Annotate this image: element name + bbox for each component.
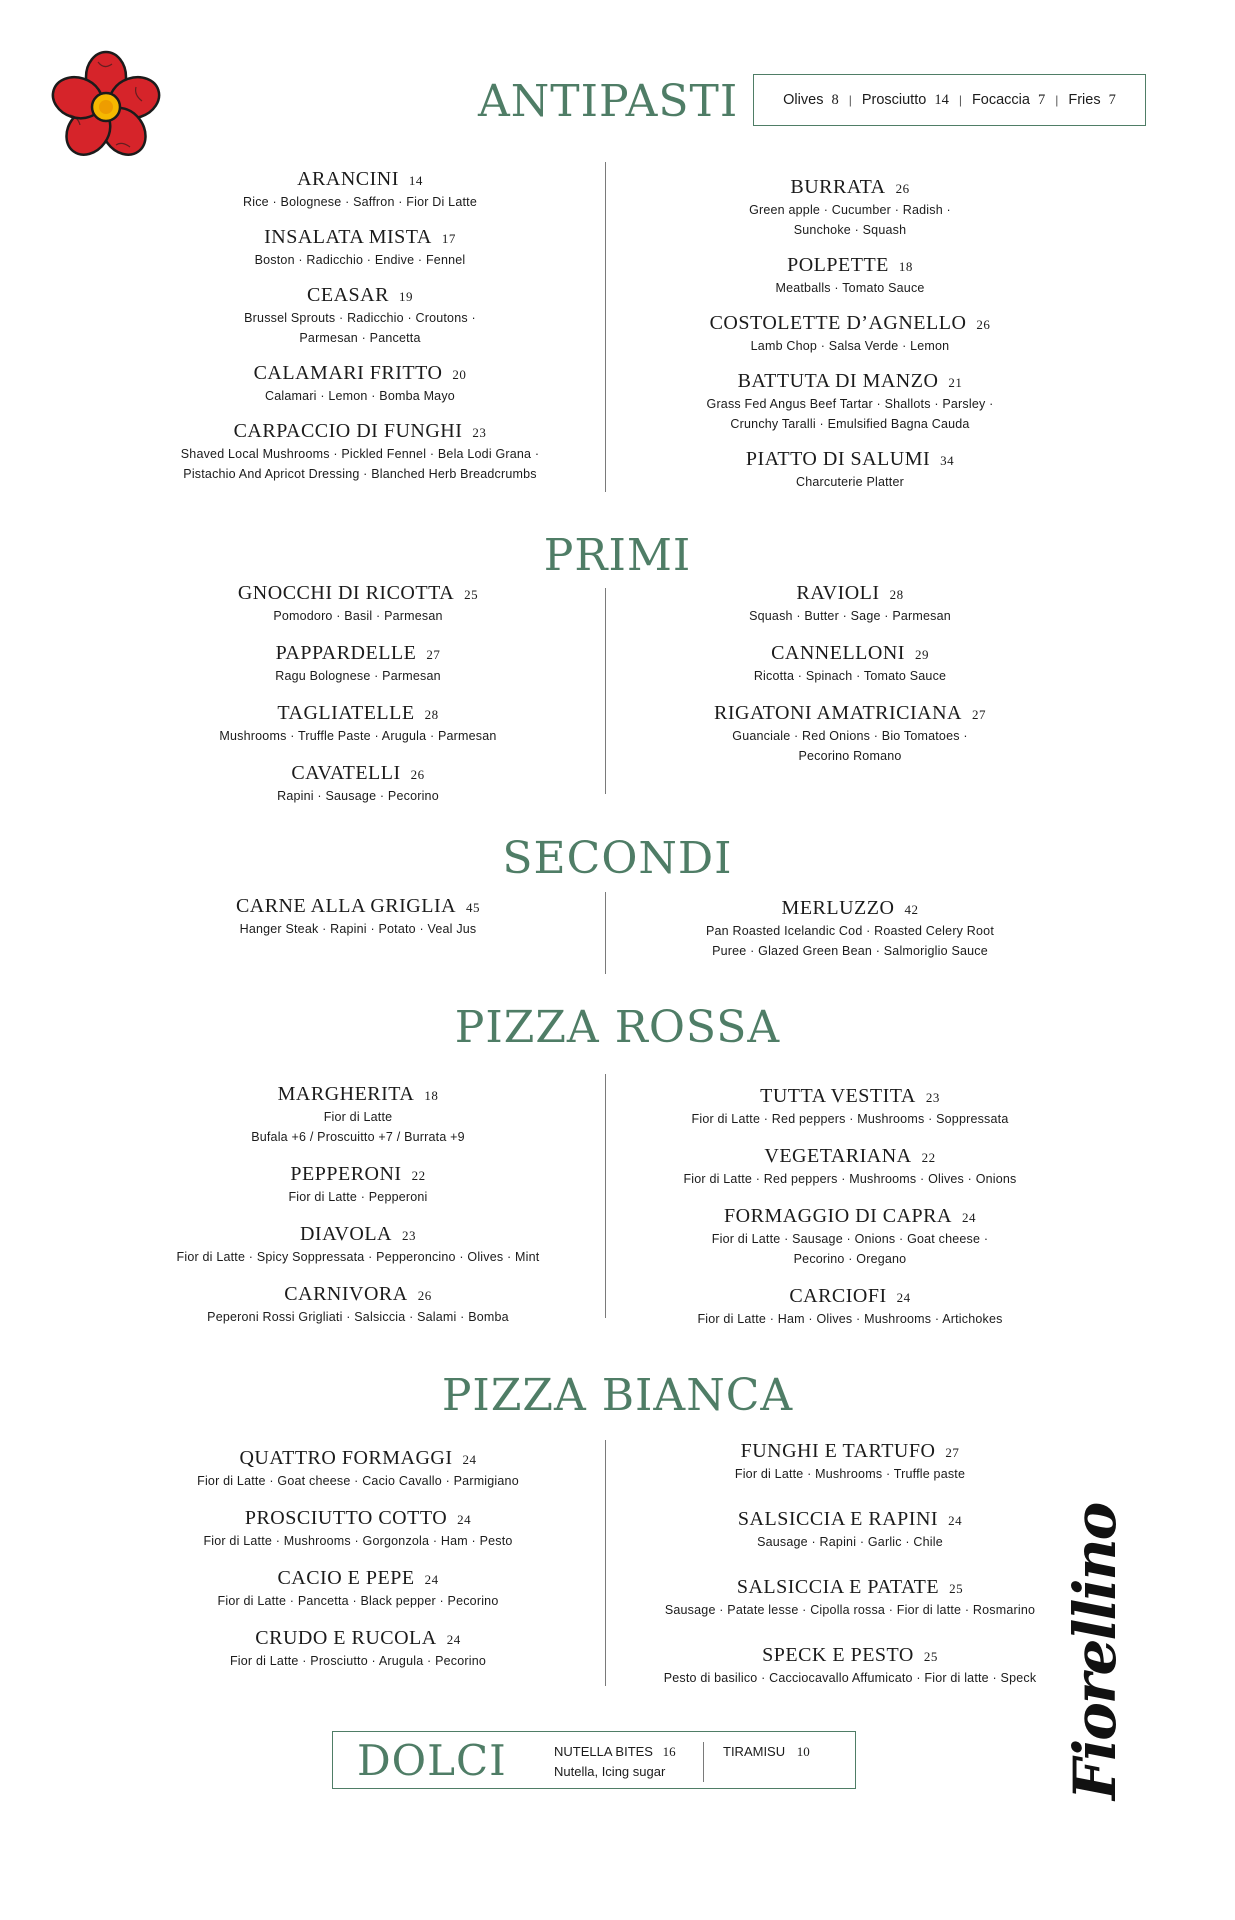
menu-item-name: TAGLIATELLE xyxy=(277,702,415,724)
section-title-dolci: DOLCI xyxy=(357,1736,507,1785)
menu-item-name: RIGATONI AMATRICIANA xyxy=(714,702,962,724)
menu-item-title xyxy=(640,254,1060,278)
menu-item-name: CANNELLONI xyxy=(771,642,905,664)
menu-item-price: 24 xyxy=(948,1513,963,1528)
dolci-item-name: NUTELLA BITES xyxy=(554,1744,653,1759)
menu-item-name: PEPPERONI xyxy=(290,1163,402,1185)
menu-item-name: CEASAR xyxy=(307,284,389,306)
menu-item-price: 25 xyxy=(949,1581,964,1596)
pizza-bianca-left-column xyxy=(148,1447,568,1671)
side-item xyxy=(783,92,839,108)
menu-item-description: Crunchy Taralli · Emulsified Bagna Cauda xyxy=(730,417,970,431)
menu-item-description: Ricotta · Spinach · Tomato Sauce xyxy=(753,669,947,683)
menu-item-price: 42 xyxy=(904,902,919,917)
side-item-price: 7 xyxy=(1108,91,1116,108)
menu-item-description: Fior di Latte · Goat cheese · Cacio Cavallo · Parmigiano xyxy=(197,1474,519,1488)
menu-item-name: CALAMARI FRITTO xyxy=(253,362,443,384)
menu-item-price: 17 xyxy=(441,231,456,246)
side-item-price: 8 xyxy=(831,91,839,108)
menu-item-title xyxy=(640,702,1060,726)
menu-item-price: 34 xyxy=(940,453,955,468)
menu-item xyxy=(150,226,570,270)
menu-item-title xyxy=(148,1507,568,1531)
menu-item-title xyxy=(150,362,570,386)
menu-item-title xyxy=(148,1567,568,1591)
menu-item-title xyxy=(148,702,568,726)
menu-item xyxy=(640,1205,1060,1269)
menu-item-description: Grass Fed Angus Beef Tartar · Shallots · Parsley · xyxy=(706,397,994,411)
menu-item-title xyxy=(148,582,568,606)
menu-item-description: Pomodoro · Basil · Parmesan xyxy=(273,609,443,623)
section-title-secondi: SECONDI xyxy=(502,833,733,884)
sides-box xyxy=(753,74,1146,126)
menu-item-price: 27 xyxy=(426,647,441,662)
side-item-name: Olives xyxy=(783,91,824,108)
menu-item xyxy=(640,642,1060,686)
menu-item xyxy=(640,1145,1060,1189)
menu-item-name: MARGHERITA xyxy=(277,1083,415,1105)
menu-item-title xyxy=(148,642,568,666)
menu-item-name: ARANCINI xyxy=(297,168,399,190)
pizza-rossa-left-column xyxy=(148,1083,568,1327)
menu-item-description: Guanciale · Red Onions · Bio Tomatoes · xyxy=(732,729,968,743)
menu-item-title xyxy=(640,448,1060,472)
dolci-divider xyxy=(703,1742,704,1782)
menu-item-title xyxy=(640,897,1060,921)
menu-item-description: Pecorino Romano xyxy=(798,749,902,763)
menu-item-description: Meatballs · Tomato Sauce xyxy=(775,281,925,295)
flower-icon xyxy=(48,50,164,162)
side-item xyxy=(972,92,1045,108)
menu-item-name: CACIO E PEPE xyxy=(277,1567,415,1589)
menu-item-name: CRUDO E RUCOLA xyxy=(255,1627,437,1649)
menu-item-name: VEGETARIANA xyxy=(764,1145,912,1167)
menu-item-description: Parmesan · Pancetta xyxy=(299,331,421,345)
menu-item-title xyxy=(148,1283,568,1307)
menu-item-description: Bufala +6 / Proscuitto +7 / Burrata +9 xyxy=(251,1130,465,1144)
menu-item-price: 22 xyxy=(921,1150,936,1165)
menu-item-description: Fior di Latte · Red peppers · Mushrooms · Olives · Onions xyxy=(683,1172,1017,1186)
antipasti-left-column xyxy=(150,168,570,484)
menu-item-description: Pecorino · Oregano xyxy=(793,1252,907,1266)
menu-item-price: 24 xyxy=(457,1512,472,1527)
menu-item-price: 24 xyxy=(961,1210,976,1225)
menu-item-description: Fior di Latte · Pepperoni xyxy=(288,1190,428,1204)
menu-item xyxy=(148,1567,568,1611)
menu-item xyxy=(148,1507,568,1551)
sides-separator: | xyxy=(1055,92,1059,107)
menu-item-name: SPECK E PESTO xyxy=(762,1644,914,1666)
menu-item-title xyxy=(148,895,568,919)
menu-item-price: 29 xyxy=(914,647,929,662)
menu-item-name: FUNGHI E TARTUFO xyxy=(740,1440,936,1462)
menu-item-price: 21 xyxy=(948,375,963,390)
menu-item-title xyxy=(148,762,568,786)
menu-item xyxy=(640,176,1060,240)
menu-item-name: PROSCIUTTO COTTO xyxy=(244,1507,448,1529)
column-divider xyxy=(605,162,606,492)
secondi-left-column xyxy=(148,895,568,939)
menu-item-price: 23 xyxy=(925,1090,940,1105)
dolci-item-nutella xyxy=(554,1742,676,1782)
menu-item xyxy=(148,1447,568,1491)
menu-item-price: 27 xyxy=(945,1445,960,1460)
menu-item-title xyxy=(150,284,570,308)
menu-item-name: SALSICCIA E PATATE xyxy=(736,1576,940,1598)
menu-item-description: Fior di Latte · Prosciutto · Arugula · Pecorino xyxy=(229,1654,487,1668)
menu-item-name: QUATTRO FORMAGGI xyxy=(239,1447,453,1469)
menu-item-price: 23 xyxy=(402,1228,416,1243)
menu-item-description: Fior di Latte · Ham · Olives · Mushrooms · Artichokes xyxy=(697,1312,1003,1326)
menu-item xyxy=(150,362,570,406)
side-item-name: Fries xyxy=(1068,91,1101,108)
column-divider xyxy=(605,892,606,974)
column-divider xyxy=(605,1074,606,1318)
dolci-item-desc: Nutella, Icing sugar xyxy=(554,1764,666,1779)
menu-item-description: Rice · Bolognese · Saffron · Fior Di Latte xyxy=(243,195,477,209)
menu-item-name: RAVIOLI xyxy=(796,582,880,604)
side-item xyxy=(862,92,949,108)
menu-item-title xyxy=(630,1508,1070,1532)
sides-list xyxy=(783,92,1116,109)
brand-wordmark: Fiorellino xyxy=(1061,1503,1129,1800)
menu-item-name: BURRATA xyxy=(790,176,886,198)
menu-item-description: Fior di Latte · Spicy Soppressata · Pepperoncino · Olives · Mint xyxy=(176,1250,540,1264)
dolci-item-tiramisu xyxy=(723,1742,810,1762)
menu-item-name: PAPPARDELLE xyxy=(275,642,417,664)
menu-item xyxy=(630,1576,1070,1620)
section-title-antipasti: ANTIPASTI xyxy=(478,76,739,127)
menu-item-title xyxy=(630,1576,1070,1600)
menu-item-title xyxy=(640,1145,1060,1169)
menu-item-title xyxy=(640,642,1060,666)
menu-item-title xyxy=(148,1447,568,1471)
menu-item xyxy=(150,420,570,484)
menu-item-name: FORMAGGIO DI CAPRA xyxy=(724,1205,952,1227)
menu-item-name: PIATTO DI SALUMI xyxy=(745,448,931,470)
menu-item-description: Peperoni Rossi Grigliati · Salsiccia · Salami · Bomba xyxy=(207,1310,509,1324)
side-item-name: Prosciutto xyxy=(861,91,927,108)
menu-item-price: 23 xyxy=(472,425,487,440)
menu-item-price: 14 xyxy=(408,173,423,188)
dolci-item-name: TIRAMISU xyxy=(723,1744,786,1759)
menu-item-price: 24 xyxy=(462,1452,477,1467)
menu-item xyxy=(630,1508,1070,1552)
menu-item-price: 27 xyxy=(971,707,986,722)
menu-item-title xyxy=(640,1285,1060,1309)
menu-item xyxy=(148,1223,568,1267)
menu-item-title xyxy=(640,176,1060,200)
menu-item-title xyxy=(630,1644,1070,1668)
dolci-item-price: 10 xyxy=(796,1744,810,1759)
menu-item-description: Charcuterie Platter xyxy=(795,475,904,489)
menu-item xyxy=(148,642,568,686)
menu-item-name: BATTUTA DI MANZO xyxy=(737,370,939,392)
menu-item xyxy=(640,254,1060,298)
menu-item-description: Puree · Glazed Green Bean · Salmoriglio Sauce xyxy=(712,944,988,958)
menu-item-price: 26 xyxy=(976,317,991,332)
menu-item-description: Fior di Latte · Pancetta · Black pepper · Pecorino xyxy=(217,1594,499,1608)
menu-item-price: 18 xyxy=(898,259,913,274)
menu-item-title xyxy=(150,226,570,250)
menu-item-title xyxy=(148,1627,568,1651)
menu-item-description: Sausage · Rapini · Garlic · Chile xyxy=(757,1535,943,1549)
column-divider xyxy=(605,588,606,794)
menu-item xyxy=(148,1283,568,1327)
menu-item-description: Sausage · Patate lesse · Cipolla rossa · Fior di latte · Rosmarino xyxy=(664,1603,1036,1617)
section-title-pizza-bianca: PIZZA BIANCA xyxy=(441,1370,794,1421)
dolci-item-price: 16 xyxy=(662,1744,676,1759)
side-item-name: Focaccia xyxy=(971,91,1030,108)
menu-item-price: 22 xyxy=(411,1168,426,1183)
menu-item-description: Ragu Bolognese · Parmesan xyxy=(275,669,441,683)
menu-item-name: SALSICCIA E RAPINI xyxy=(737,1508,939,1530)
menu-item xyxy=(640,312,1060,356)
menu-item xyxy=(640,370,1060,434)
menu-item-title xyxy=(640,312,1060,336)
menu-item-name: MERLUZZO xyxy=(781,897,895,919)
menu-item-name: CARPACCIO DI FUNGHI xyxy=(233,420,463,442)
menu-item-name: CARCIOFI xyxy=(789,1285,887,1307)
column-divider xyxy=(605,1440,606,1686)
primi-right-column xyxy=(640,582,1060,766)
menu-item-name: CARNE ALLA GRIGLIA xyxy=(235,895,457,917)
menu-item-description: Mushrooms · Truffle Paste · Arugula · Parmesan xyxy=(219,729,497,743)
menu-item-description: Sunchoke · Squash xyxy=(793,223,907,237)
menu-item xyxy=(148,1627,568,1671)
menu-item xyxy=(640,1285,1060,1329)
menu-item xyxy=(640,702,1060,766)
antipasti-right-column xyxy=(640,176,1060,492)
side-item xyxy=(1068,92,1115,108)
menu-item xyxy=(148,895,568,939)
menu-item-price: 24 xyxy=(424,1572,439,1587)
menu-item-price: 28 xyxy=(424,707,439,722)
menu-item xyxy=(630,1440,1070,1484)
sides-separator: | xyxy=(848,92,852,107)
pizza-rossa-right-column xyxy=(640,1085,1060,1329)
menu-item-title xyxy=(630,1440,1070,1464)
menu-item xyxy=(640,897,1060,961)
menu-item-price: 25 xyxy=(923,1649,938,1664)
menu-item-name: DIAVOLA xyxy=(299,1223,392,1245)
menu-item-description: Boston · Radicchio · Endive · Fennel xyxy=(254,253,466,267)
menu-item-name: TUTTA VESTITA xyxy=(760,1085,916,1107)
pizza-bianca-right-column xyxy=(630,1440,1070,1688)
menu-item-name: CARNIVORA xyxy=(284,1283,408,1305)
menu-item xyxy=(640,1085,1060,1129)
menu-item-description: Shaved Local Mushrooms · Pickled Fennel · Bela Lodi Grana · xyxy=(180,447,540,461)
menu-item-price: 20 xyxy=(452,367,467,382)
menu-item xyxy=(150,284,570,348)
menu-item xyxy=(630,1644,1070,1688)
menu-item-name: COSTOLETTE D’AGNELLO xyxy=(709,312,967,334)
menu-item xyxy=(640,582,1060,626)
sides-separator: | xyxy=(958,92,962,107)
menu-item-description: Pan Roasted Icelandic Cod · Roasted Celery Root xyxy=(705,924,995,938)
menu-item-description: Pesto di basilico · Cacciocavallo Affumicato · Fior di latte · Speck xyxy=(663,1671,1037,1685)
menu-item xyxy=(148,702,568,746)
menu-item-description: Squash · Butter · Sage · Parmesan xyxy=(749,609,951,623)
menu-item-name: GNOCCHI DI RICOTTA xyxy=(237,582,455,604)
menu-item-description: Fior di Latte · Mushrooms · Truffle paste xyxy=(734,1467,966,1481)
menu-item-price: 25 xyxy=(464,587,479,602)
menu-item-description: Brussel Sprouts · Radicchio · Croutons · xyxy=(244,311,476,325)
menu-item-description: Hanger Steak · Rapini · Potato · Veal Jus xyxy=(239,922,477,936)
menu-item-description: Green apple · Cucumber · Radish · xyxy=(749,203,951,217)
menu-item-name: CAVATELLI xyxy=(291,762,401,784)
primi-left-column xyxy=(148,582,568,806)
menu-item-price: 26 xyxy=(895,181,910,196)
menu-item xyxy=(148,762,568,806)
menu-item-price: 26 xyxy=(417,1288,432,1303)
section-title-pizza-rossa: PIZZA ROSSA xyxy=(454,1002,781,1053)
menu-item-title xyxy=(148,1083,568,1107)
menu-item-price: 19 xyxy=(398,289,413,304)
menu-item-title xyxy=(148,1223,568,1247)
dolci-box xyxy=(332,1731,856,1789)
menu-item-title xyxy=(150,168,570,192)
menu-item xyxy=(640,448,1060,492)
section-title-primi: PRIMI xyxy=(543,530,692,581)
menu-item-title xyxy=(148,1163,568,1187)
menu-item-price: 28 xyxy=(889,587,904,602)
menu-item-price: 18 xyxy=(424,1088,439,1103)
menu-item-description: Pistachio And Apricot Dressing · Blanched Herb Breadcrumbs xyxy=(183,467,537,481)
menu-item-description: Fior di Latte xyxy=(323,1110,393,1124)
side-item-price: 7 xyxy=(1037,91,1046,108)
menu-item-name: INSALATA MISTA xyxy=(264,226,432,248)
menu-item-description: Calamari · Lemon · Bomba Mayo xyxy=(265,389,455,403)
menu-item xyxy=(148,582,568,626)
menu-item-description: Fior di Latte · Red peppers · Mushrooms · Soppressata xyxy=(691,1112,1009,1126)
menu-item-title xyxy=(640,1205,1060,1229)
menu-item-title xyxy=(640,1085,1060,1109)
secondi-right-column xyxy=(640,897,1060,961)
menu-item xyxy=(148,1083,568,1147)
side-item-price: 14 xyxy=(934,91,949,108)
menu-item xyxy=(148,1163,568,1207)
menu-item-title xyxy=(640,370,1060,394)
menu-item-price: 26 xyxy=(410,767,425,782)
menu-item xyxy=(150,168,570,212)
menu-item-price: 45 xyxy=(466,900,481,915)
menu-item-name: POLPETTE xyxy=(787,254,889,276)
menu-item-description: Rapini · Sausage · Pecorino xyxy=(277,789,439,803)
menu-item-title xyxy=(150,420,570,444)
menu-item-title xyxy=(640,582,1060,606)
menu-item-description: Fior di Latte · Sausage · Onions · Goat cheese · xyxy=(711,1232,989,1246)
menu-item-price: 24 xyxy=(446,1632,461,1647)
menu-item-price: 24 xyxy=(896,1290,911,1305)
menu-item-description: Fior di Latte · Mushrooms · Gorgonzola · Ham · Pesto xyxy=(203,1534,513,1548)
menu-item-description: Lamb Chop · Salsa Verde · Lemon xyxy=(750,339,950,353)
